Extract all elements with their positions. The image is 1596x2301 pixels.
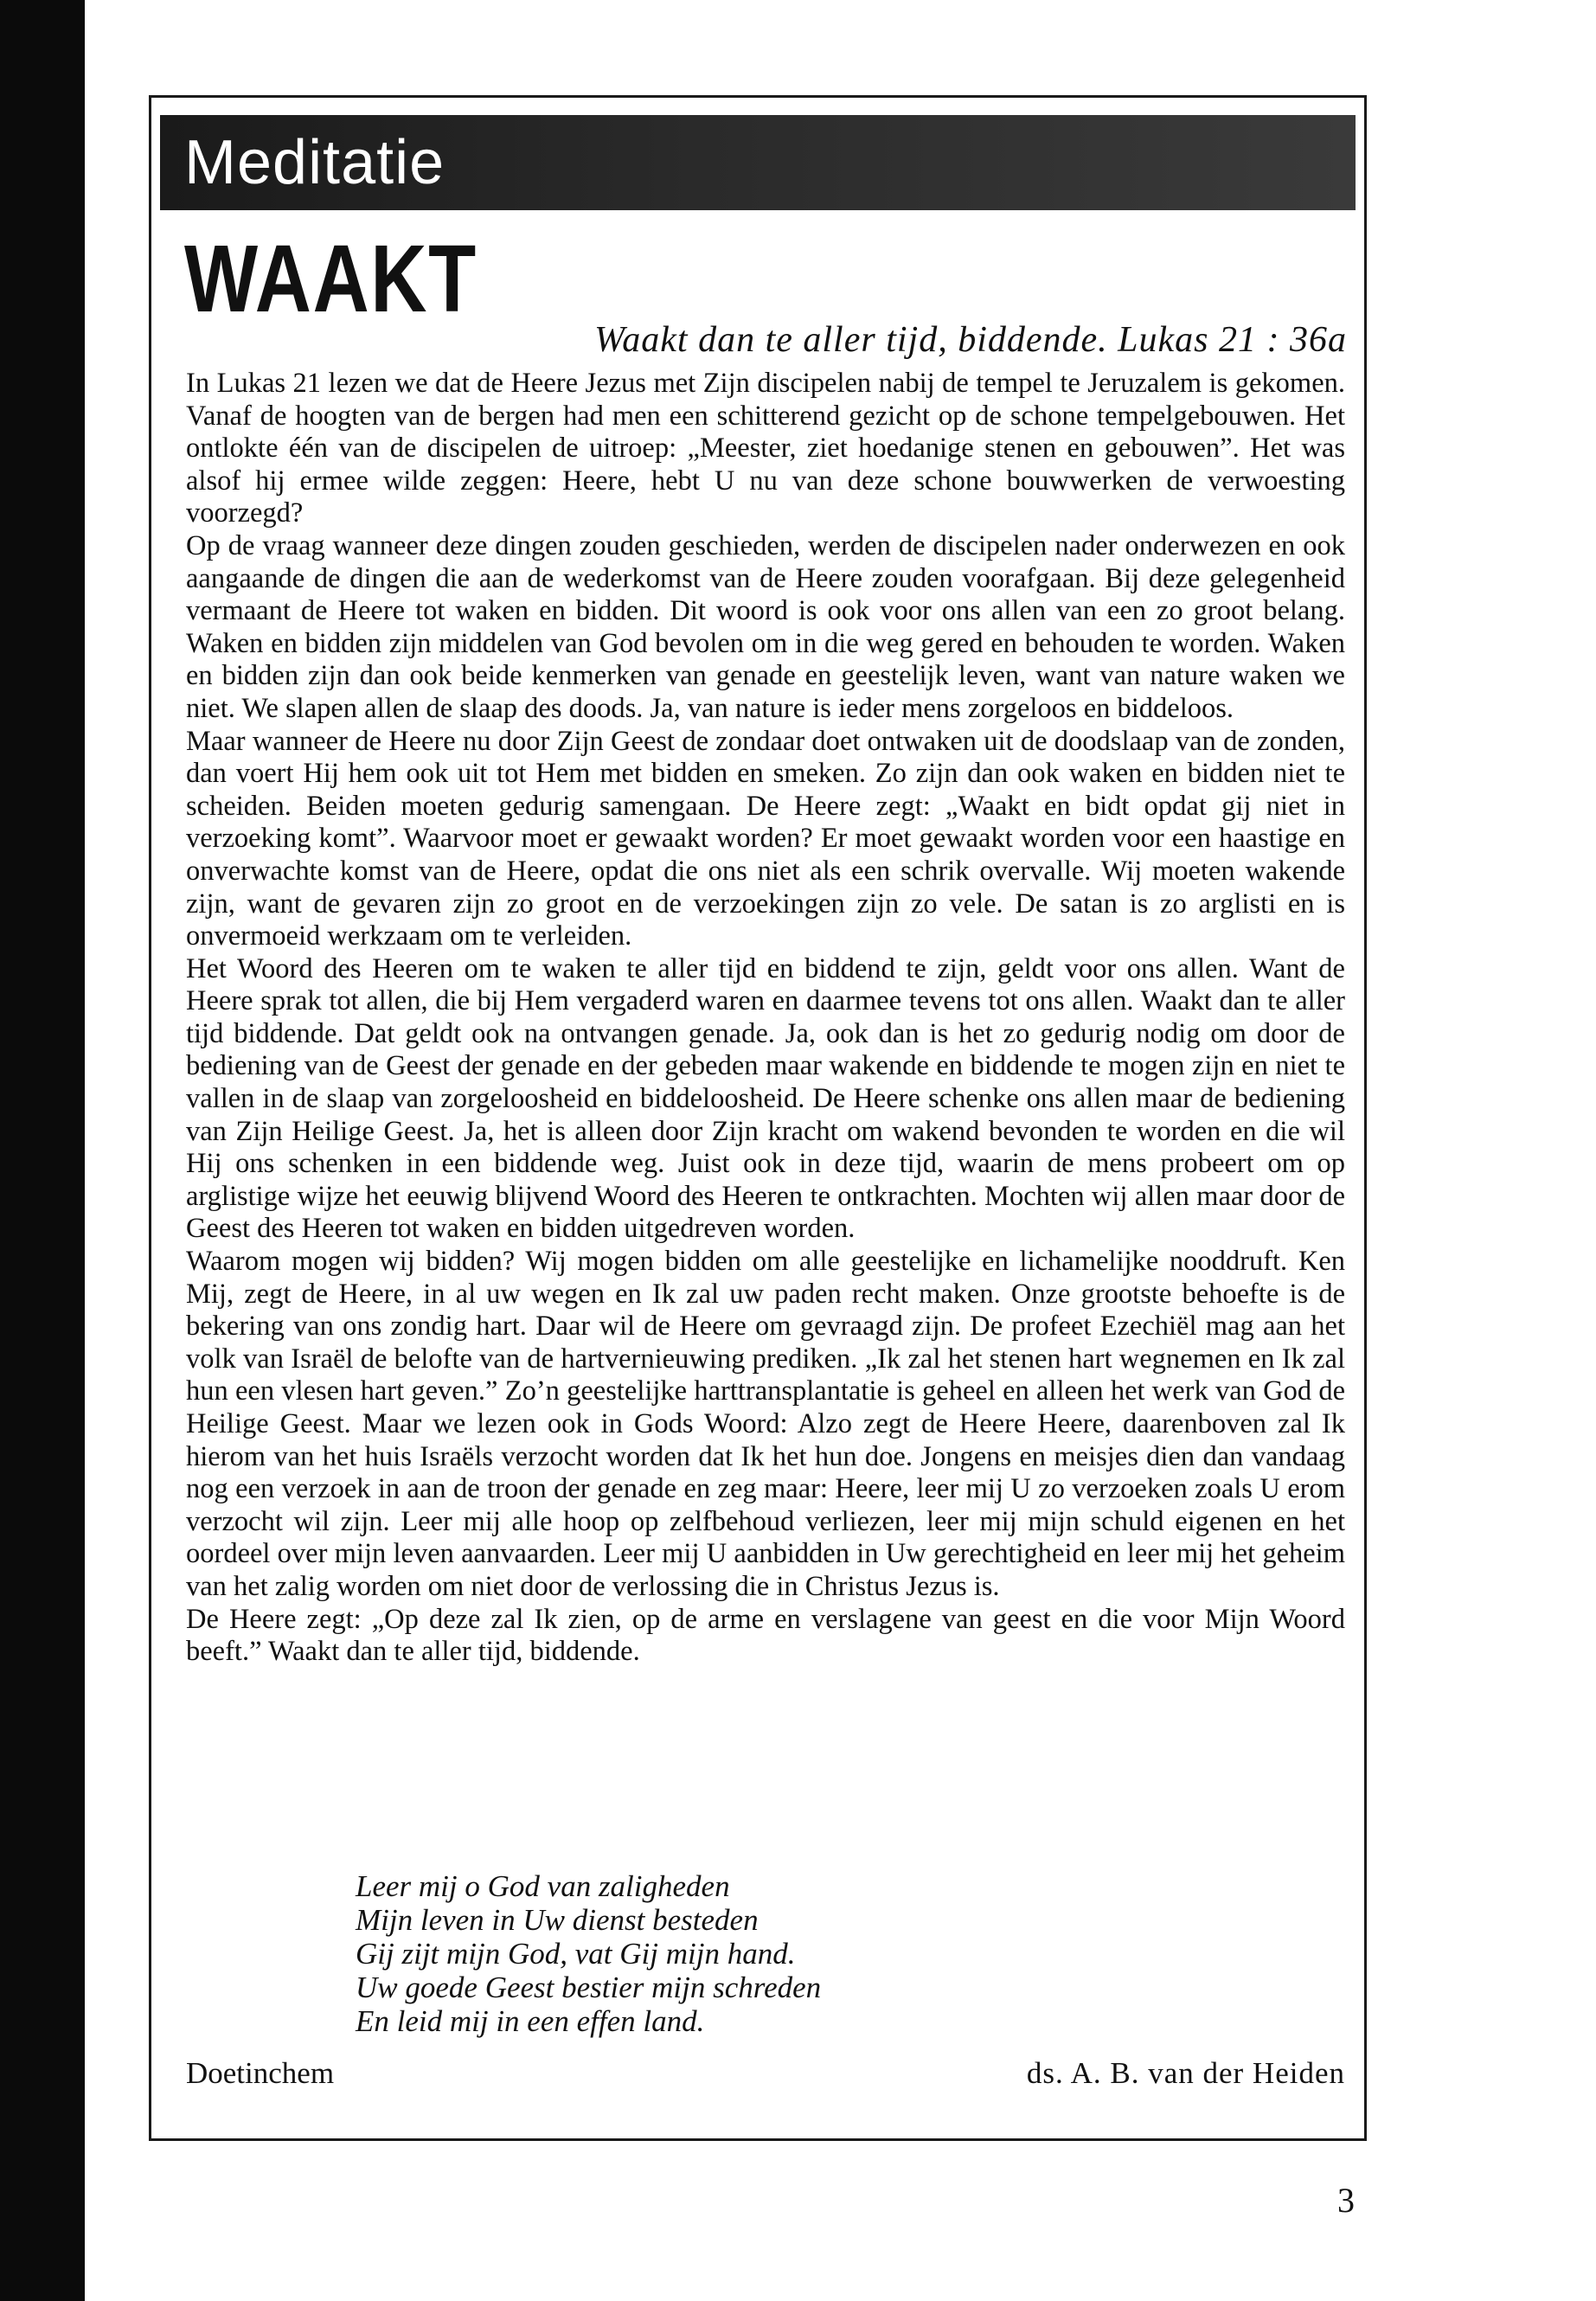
author-name: ds. A. B. van der Heiden [1026,2056,1345,2090]
paragraph: Op de vraag wanneer deze dingen zouden geschieden, werden de discipelen nader onderwezen en ook aangaande de dingen die aan de wederkomst van de Heere zouden voorafgaan. Bij deze gelegenheid vermaant de Heere tot waken en bidden. Dit woord is ook voor ons allen van een zo groot belang. Waken en bidden zijn middelen van God bevolen om in die weg gered en behouden te worden. Waken en bidden zijn dan ook beide kenmerken van genade en geestelijk leven, want van nature waken we niet. We slapen allen de slaap des doods. Ja, van nature is ieder mens zorgeloos en biddeloos. [186,529,1345,724]
article-body [186,368,1345,1669]
poem-line: Mijn leven in Uw dienst besteden [356,1903,759,1937]
section-header [160,115,1356,210]
poem-line: Leer mij o God van zaligheden [356,1869,730,1903]
poem-line: Gij zijt mijn God, vat Gij mijn hand. [356,1937,796,1971]
poem-line: Uw goede Geest bestier mijn schreden [356,1971,822,2004]
paragraph: Waarom mogen wij bidden? Wij mogen bidden om alle geestelijke en lichamelijke nooddruft. Ken Mij, zegt de Heere, in al uw wegen en Ik zal uw paden recht maken. Onze grootste behoefte is de bekering van ons zondig hart. Daar wil de Heere om gevraagd zijn. De profeet Ezechiël mag aan het volk van Israël de belofte van de hartvernieuwing prediken. „Ik zal het stenen hart wegnemen en Ik zal hun een vlesen hart geven.” Zo’n geestelijke harttransplantatie is geheel en alleen het werk van God de Heilige Geest. Maar we lezen ook in Gods Woord: Alzo zegt de Heere Heere, daarenboven zal Ik hierom van het huis Israëls verzocht worden dat Ik het hun doe. Jongens en meisjes dien dan vandaag nog een verzoek in aan de troon der genade en zeg maar: Heere, leer mij U zo verzoeken zoals U erom verzocht wil zijn. Leer mij alle hoop op zelfbehoud verliezen, leer mij mijn schuld eigenen en het oordeel over mijn leven aanvaarden. Leer mij U aanbidden in Uw gerechtigheid en leer mij het geheim van het zalig worden om niet door de verlossing die in Christus Jezus is. [186,1246,1345,1602]
paragraph: Het Woord des Heeren om te waken te aller tijd en biddend te zijn, geldt voor ons allen. Want de Heere sprak tot allen, die bij Hem vergaderd waren en daarmee tevens tot ons allen. Waakt dan te aller tijd biddende. Dat geldt ook na ontvangen genade. Ja, ook dan is het zo gedurig nodig om door de bediening van de Geest der genade en der gebeden maar wakende en biddende te mogen zijn en niet te vallen in de slaap van zorgeloosheid en biddeloosheid. De Heere schenke ons allen maar de bediening van Zijn Heilige Geest. Ja, het is alleen door Zijn kracht om wakend bevonden te worden en die wil Hij ons schenken in een biddende weg. Juist ook in deze tijd, waarin de mens probeert om op arglistige wijze het eeuwig blijvend Woord des Heeren te ontkrachten. Mochten wij allen maar door de Geest des Heeren tot waken en bidden uitgedreven worden. [186,952,1345,1245]
scripture-verse: Waakt dan te aller tijd, biddende. Lukas 21 : 36a [594,320,1347,360]
paragraph: Maar wanneer de Heere nu door Zijn Geest de zondaar doet ontwaken uit de doodslaap van de zonden, dan voert Hij hem ook uit tot Hem met bidden en smeken. Zo zijn dan ook waken en bidden niet te scheiden. Beiden moeten gedurig samengaan. De Heere zegt: „Waakt en bidt opdat gij niet in verzoeking komt”. Waarvoor moet er gewaakt worden? Er moet gewaakt worden voor een haastige en onverwachte komst van de Heere, opdat die ons niet als een schrik overvalle. Wij moeten wakende zijn, want de gevaren zijn zo groot en de verzoekingen zijn zo vele. De satan is zo arglisti en is onvermoeid werkzaam om te verleiden. [186,725,1345,952]
poem-line: En leid mij in een effen land. [356,2004,705,2038]
paragraph: In Lukas 21 lezen we dat de Heere Jezus met Zijn discipelen nabij de tempel te Jeruzalem is gekomen. Vanaf de hoogten van de bergen had men een schitterend gezicht op de schone tempelgebouwen. Het ontlokte één van de discipelen de uitroep: „Meester, ziet hoedanige stenen en gebouwen”. Het was alsof hij ermee wilde zeggen: Heere, hebt U nu van deze schone bouwwerken de verwoesting voorzegd? [186,368,1345,529]
poem [356,1869,821,2038]
scan-edge [0,0,85,2301]
paragraph: De Heere zegt: „Op deze zal Ik zien, op de arme en verslagene van geest en die voor Mijn Woord beeft.” Waakt dan te aller tijd, biddende. [186,1603,1345,1668]
place-name: Doetinchem [186,2056,335,2090]
article-frame [149,95,1367,2141]
article-title: WAAKT [184,226,478,332]
page-number: 3 [1337,2181,1355,2220]
section-label: Meditatie [184,128,445,197]
